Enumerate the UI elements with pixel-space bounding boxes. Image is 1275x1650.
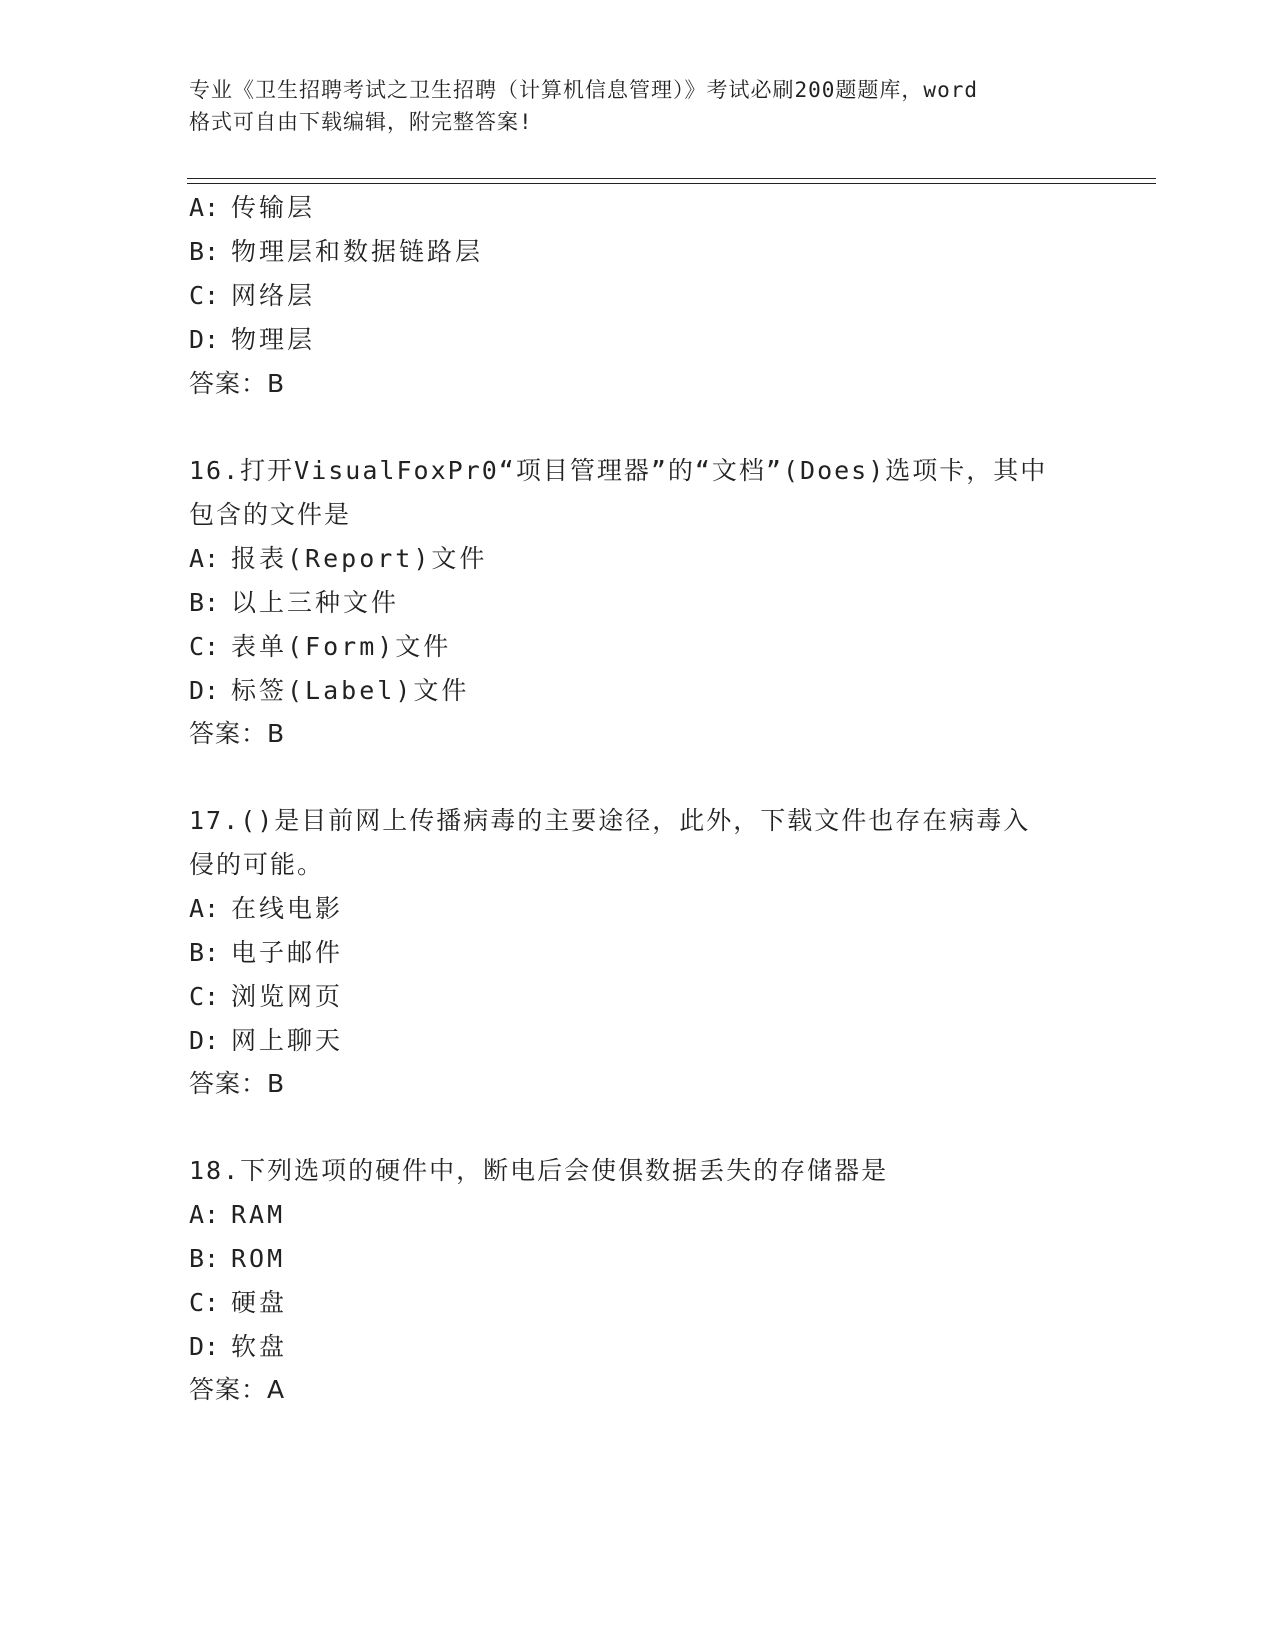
q16-question-line-1: 16.打开VisualFoxPr0“项目管理器”的“文档”(Does)选项卡，其中 [189, 456, 1048, 485]
q16-option-c: C: 表单(Form)文件 [189, 632, 452, 661]
q17-question-line-2: 侵的可能。 [189, 850, 325, 879]
q17-question-line-1: 17.()是目前网上传播病毒的主要途径，此外，下载文件也存在病毒入 [189, 806, 1031, 835]
q18-option-a: A: RAM [189, 1200, 286, 1229]
q18-option-c: C: 硬盘 [189, 1288, 288, 1317]
q17-option-d: D: 网上聊天 [189, 1026, 344, 1055]
q16-option-d: D: 标签(Label)文件 [189, 676, 470, 705]
q15-option-b: B: 物理层和数据链路层 [189, 237, 484, 266]
header-divider-top [187, 178, 1156, 179]
q16-answer: 答案：B [189, 719, 286, 748]
header-line-1: 专业《卫生招聘考试之卫生招聘（计算机信息管理）》考试必刷200题题库，word [189, 78, 978, 102]
header-divider-bottom [187, 183, 1156, 184]
q15-option-c: C: 网络层 [189, 281, 316, 310]
document-header [189, 74, 1089, 138]
q16-option-a: A: 报表(Report)文件 [189, 544, 488, 573]
q15-answer: 答案：B [189, 369, 286, 398]
q17-option-b: B: 电子邮件 [189, 938, 344, 967]
q17-option-a: A: 在线电影 [189, 894, 344, 923]
q17-answer: 答案：B [189, 1069, 286, 1098]
q18-option-d: D: 软盘 [189, 1332, 288, 1361]
q15-option-d: D: 物理层 [189, 325, 316, 354]
q18-answer: 答案：A [189, 1375, 286, 1404]
q15-option-a: A: 传输层 [189, 193, 316, 222]
q18-question-line-1: 18.下列选项的硬件中，断电后会使俱数据丢失的存储器是 [189, 1156, 889, 1185]
q17-option-c: C: 浏览网页 [189, 982, 344, 1011]
q18-option-b: B: ROM [189, 1244, 286, 1273]
q16-option-b: B: 以上三种文件 [189, 588, 400, 617]
header-line-2: 格式可自由下载编辑，附完整答案! [189, 110, 533, 134]
q16-question-line-2: 包含的文件是 [189, 500, 352, 529]
